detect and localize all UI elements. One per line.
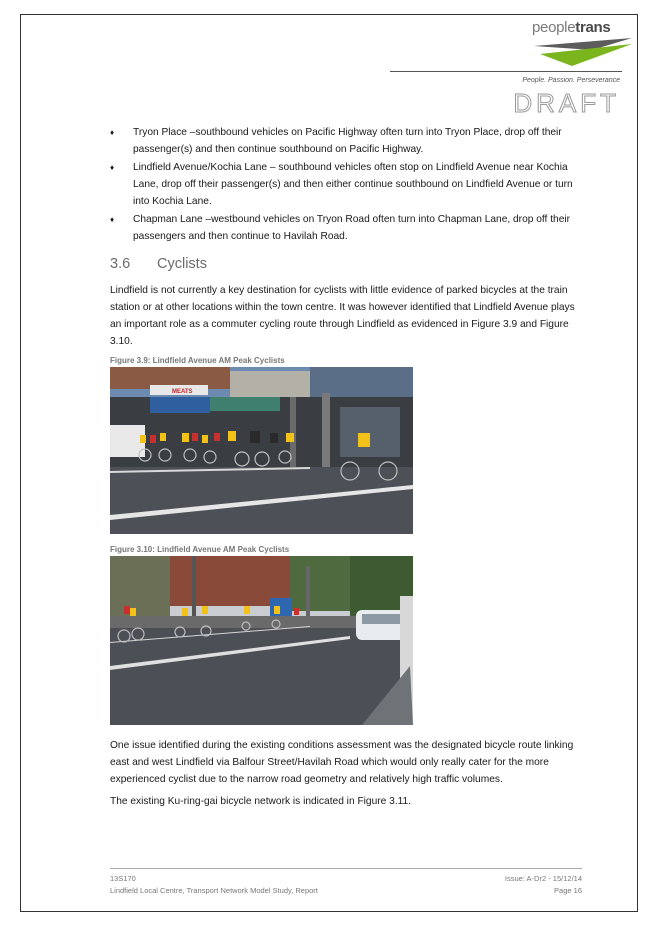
section-title: Cyclists <box>157 256 207 272</box>
network-paragraph: The existing Ku-ring-gai bicycle network is indicated in Figure 3.11. <box>110 796 412 807</box>
figure-caption: Figure 3.10: Lindfield Avenue AM Peak Cyclists <box>110 545 290 554</box>
section-heading <box>110 256 207 272</box>
bullet-list <box>110 124 582 246</box>
logo-prefix: people <box>532 19 576 36</box>
footer-project-name: Lindfield Local Centre, Transport Network Model Study, Report <box>110 886 318 895</box>
bullet-item: ♦ Chapman Lane –westbound vehicles on Tryon Road often turn into Chapman Lane, drop off their passengers and then continue to Havilah Road. <box>110 211 582 245</box>
figure-photo <box>110 556 413 725</box>
figure-caption: Figure 3.9: Lindfield Avenue AM Peak Cyclists <box>110 356 285 365</box>
draft-watermark: DRAFT <box>513 88 620 118</box>
shop-sign: MEATS <box>172 389 193 395</box>
tagline: People. Passion. Perseverance <box>522 77 620 84</box>
footer-rule <box>110 868 582 869</box>
footer-page-number: Page 16 <box>554 886 582 895</box>
footer-issue: Issue: A-Dr2 - 15/12/14 <box>504 874 582 883</box>
bullet-icon: ♦ <box>110 128 115 137</box>
bullet-icon: ♦ <box>110 215 115 224</box>
section-number: 3.6 <box>110 256 131 272</box>
issue-paragraph: One issue identified during the existing conditions assessment was the designated bicycle route linking east and west Lindfield via Balfour Street/Havilah Road which would only really cater for the more experienced cyclist due to the narrow road geometry and relatively high traffic volumes. <box>110 740 574 785</box>
bullet-icon: ♦ <box>110 163 115 172</box>
intro-paragraph: Lindfield is not currently a key destination for cyclists with little evidence of parked bicycles at the train station or at other locations within the town centre. It was however identified that Lindfield Avenue plays an important role as a commuter cycling route through Lindfield as evidenced in Figure 3.9 and Figure 3.10. <box>110 285 575 347</box>
footer-project-code: 13S170 <box>110 874 136 883</box>
figure-photo <box>110 367 413 534</box>
company-logo <box>532 19 610 36</box>
bullet-item: ♦ Lindfield Avenue/Kochia Lane – southbound vehicles often stop on Lindfield Avenue near Kochia Lane, drop off their passenger(s) and then either continue southbound on Lindfield Avenue or turn into Kochia Lane. <box>110 159 582 210</box>
header-rule <box>390 71 622 72</box>
logo-suffix: trans <box>575 19 611 36</box>
logo-swoosh-icon <box>532 36 634 68</box>
bullet-item: ♦ Tryon Place –southbound vehicles on Pacific Highway often turn into Tryon Place, drop off their passenger(s) and then continue southbound on Pacific Highway. <box>110 124 582 158</box>
